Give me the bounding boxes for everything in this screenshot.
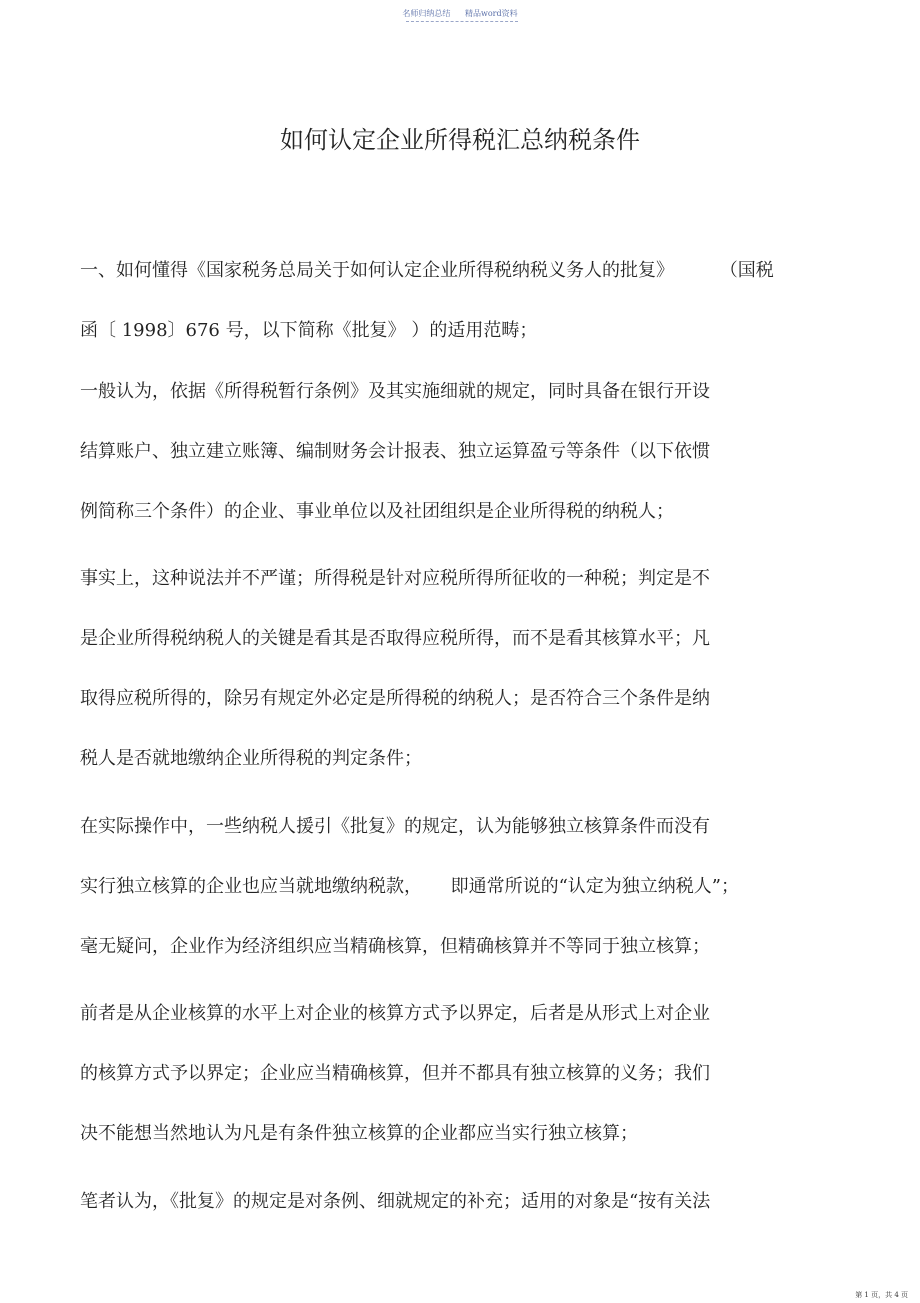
header-left-text: 名师归纳总结 [402,9,451,18]
body-line: 的核算方式予以界定；企业应当精确核算，但并不都具有独立核算的义务；我们 [80,1063,710,1084]
page-number: 第 1 页，共 4 页 [855,1291,908,1299]
body-line: 结算账户、独立建立账簿、编制财务会计报表、独立运算盈亏等条件（以下依惯 [80,441,710,462]
document-title: 如何认定企业所得税汇总纳税条件 [280,126,640,154]
body-line: 是企业所得税纳税人的关键是看其是否取得应税所得，而不是看其核算水平；凡 [80,628,710,649]
body-line: 例简称三个条件）的企业、事业单位以及社团组织是企业所得税的纳税人； [80,501,674,522]
header-divider [406,21,518,22]
body-line: 笔者认为，《批复》的规定是对条例、细就规定的补充；适用的对象是“按有关法 [80,1191,711,1212]
body-line: 取得应税所得的，除另有规定外必定是所得税的纳税人；是否符合三个条件是纳 [80,688,710,709]
body-line: 函〔 1998〕676 号，以下简称《批复》 ）的适用范畴； [80,320,538,341]
page-header [0,8,920,19]
body-line: 前者是从企业核算的水平上对企业的核算方式予以界定，后者是从形式上对企业 [80,1003,710,1024]
body-line: 事实上，这种说法并不严谨；所得税是针对应税所得所征收的一种税；判定是不 [80,568,710,589]
body-line: 一般认为，依据《所得税暂行条例》及其实施细就的规定，同时具备在银行开设 [80,381,710,402]
body-line: 税人是否就地缴纳企业所得税的判定条件； [80,748,422,769]
body-line: 在实际操作中，一些纳税人援引《批复》的规定，认为能够独立核算条件而没有 [80,816,710,837]
body-line: 实行独立核算的企业也应当就地缴纳税款， 即通常所说的“认定为独立纳税人”； [80,876,740,897]
body-line: 一、如何懂得《国家税务总局关于如何认定企业所得税纳税义务人的批复》 （国税 [80,260,774,281]
header-right-text: 精品word资料 [464,9,518,18]
body-line: 决不能想当然地认为凡是有条件独立核算的企业都应当实行独立核算； [80,1123,638,1144]
body-line: 毫无疑问，企业作为经济组织应当精确核算，但精确核算并不等同于独立核算； [80,936,710,957]
